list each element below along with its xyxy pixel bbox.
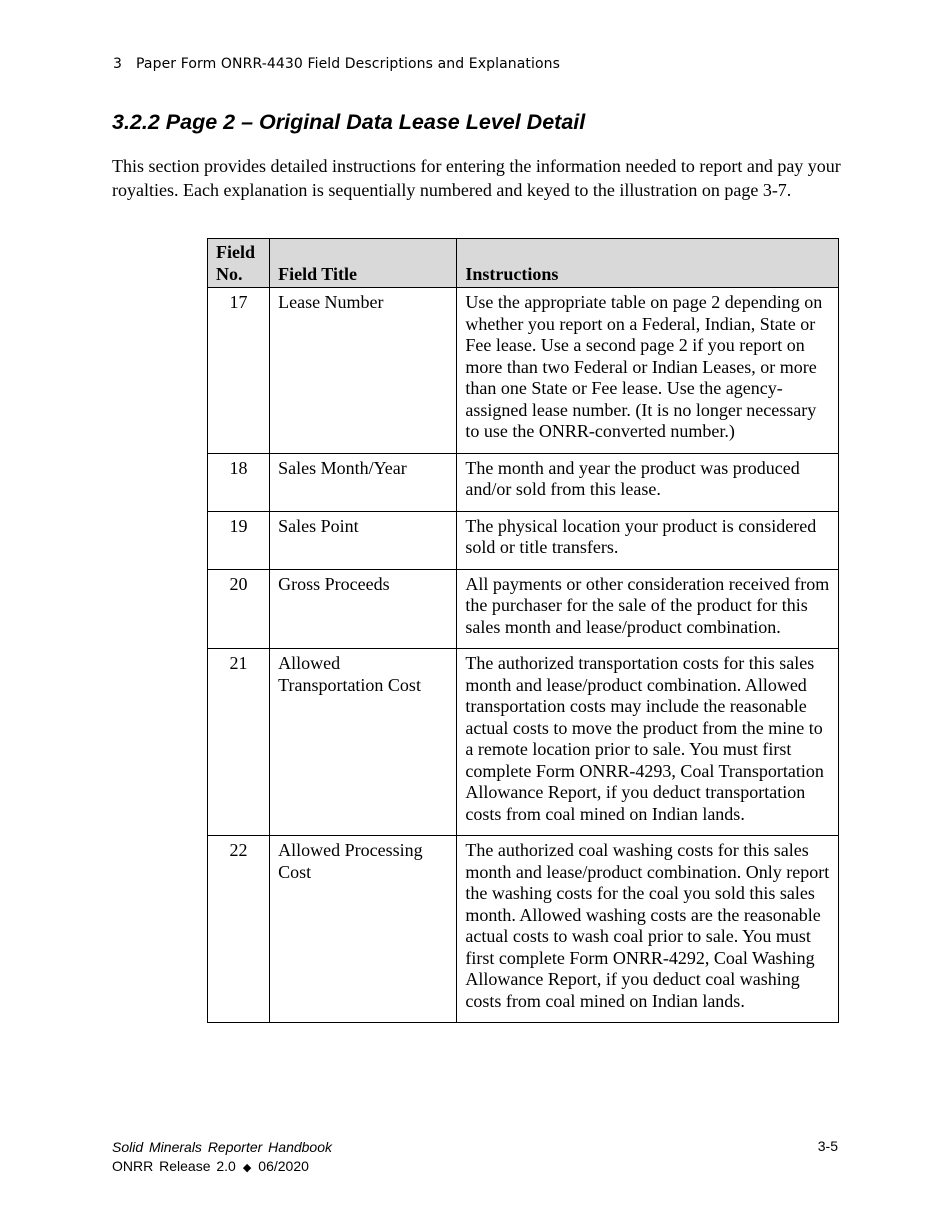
field-instructions: The authorized coal washing costs for this sales month and lease/product combination. Only report the washing costs for the coal you sold this sales month. Allowed washing costs are the reasonable actual costs to wash coal prior to sale. You must first complete Form ONRR-4292, Coal Washing Allowance Report, if you deduct coal washing costs from coal mined on Indian lands. xyxy=(457,836,839,1023)
field-descriptions-table xyxy=(207,238,839,1023)
field-number: 21 xyxy=(208,649,270,836)
header-field-title: Field Title xyxy=(270,239,457,288)
field-title: Sales Month/Year xyxy=(270,453,457,511)
field-instructions: Use the appropriate table on page 2 depending on whether you report on a Federal, Indian, State or Fee lease. Use a second page 2 if you report on more than two Federal or Indian Leases, or more than one State or Fee lease. Use the agency-assigned lease number. (It is no longer necessary to use the ONRR-converted number.) xyxy=(457,288,839,454)
table-row xyxy=(208,569,839,649)
table-row xyxy=(208,649,839,836)
page-number: 3-5 xyxy=(817,1138,838,1154)
section-title: 3.2.2 Page 2 – Original Data Lease Level Detail xyxy=(112,110,586,134)
footer-date: 06/2020 xyxy=(258,1158,309,1174)
field-title: Allowed Processing Cost xyxy=(270,836,457,1023)
table-row xyxy=(208,453,839,511)
field-instructions: The authorized transportation costs for this sales month and lease/product combination. Allowed transportation costs may include the reasonable actual costs to move the product from the mine to a remote location prior to sale. You must first complete Form ONRR-4293, Coal Transportation Allowance Report, if you deduct transportation costs from coal mined on Indian lands. xyxy=(457,649,839,836)
header-field-no-line2: No. xyxy=(216,263,243,284)
table-row xyxy=(208,511,839,569)
chapter-number: 3 xyxy=(113,56,123,72)
field-number: 17 xyxy=(208,288,270,454)
field-instructions: All payments or other consideration received from the purchaser for the sale of the product for this sales month and lease/product combination. xyxy=(457,569,839,649)
field-number: 22 xyxy=(208,836,270,1023)
field-title: Gross Proceeds xyxy=(270,569,457,649)
field-instructions: The physical location your product is considered sold or title transfers. xyxy=(457,511,839,569)
table-row xyxy=(208,836,839,1023)
header-field-no xyxy=(208,239,270,288)
field-title: Allowed Transportation Cost xyxy=(270,649,457,836)
footer-left xyxy=(112,1138,332,1178)
chapter-title: Paper Form ONRR-4430 Field Descriptions and Explanations xyxy=(136,56,561,72)
field-title: Sales Point xyxy=(270,511,457,569)
intro-paragraph: This section provides detailed instructions for entering the information needed to report and pay your royalties. Each explanation is sequentially numbered and keyed to the illustration on page 3-7. xyxy=(112,156,841,200)
footer-handbook-title: Solid Minerals Reporter Handbook xyxy=(112,1139,332,1155)
footer-release: ONRR Release 2.0 xyxy=(112,1158,236,1174)
footer-release-line xyxy=(112,1157,332,1178)
field-number: 18 xyxy=(208,453,270,511)
field-number: 19 xyxy=(208,511,270,569)
table-row xyxy=(208,288,839,454)
field-instructions: The month and year the product was produced and/or sold from this lease. xyxy=(457,453,839,511)
field-number: 20 xyxy=(208,569,270,649)
diamond-icon: ◆ xyxy=(242,1162,252,1174)
table-header-row xyxy=(208,239,839,288)
running-header xyxy=(113,56,560,72)
header-field-no-line1: Field xyxy=(216,242,255,262)
field-title: Lease Number xyxy=(270,288,457,454)
header-instructions: Instructions xyxy=(457,239,839,288)
